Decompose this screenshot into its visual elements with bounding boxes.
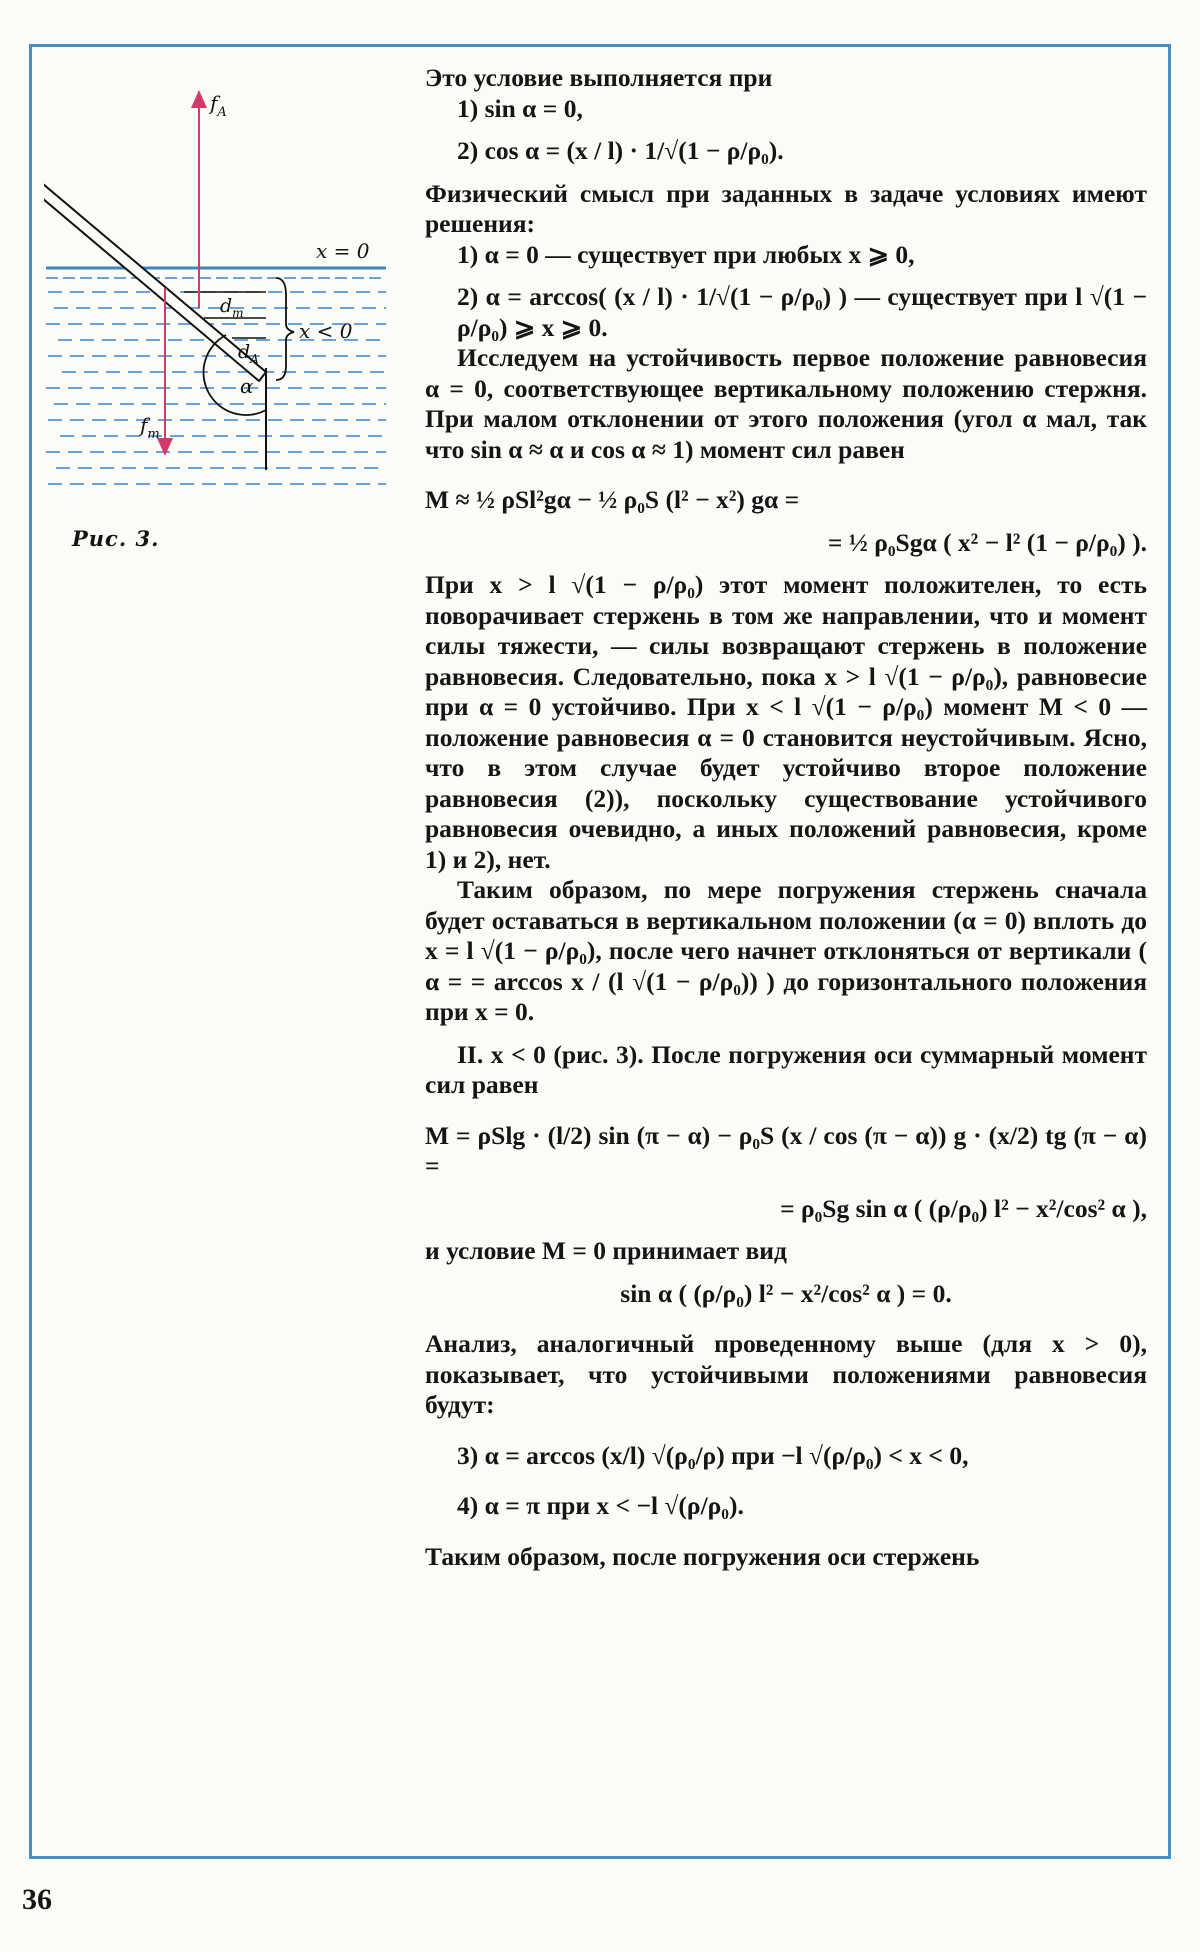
- x-brace: [276, 278, 294, 380]
- label-dt: $d_т$: [220, 295, 244, 320]
- text-line: Это условие выполняется при: [425, 63, 773, 92]
- text-line: 1) sin α = 0,: [457, 93, 583, 123]
- formula-line: 4) α = π при x < −l √(ρ/ρ₀).: [457, 1491, 744, 1520]
- text-paragraph: II. x < 0 (рис. 3). После погружения оси суммарный момент сил равен: [425, 1039, 1147, 1099]
- rod: [44, 184, 266, 381]
- formula-line: = ½ ρ₀Sgα ( x² − l² (1 − ρ/ρ₀) ).: [827, 527, 1147, 557]
- text-line: Физический смысл при заданных в задаче условиях имеют решения:: [425, 178, 1147, 238]
- figure-rod-in-water: [44, 80, 414, 550]
- figure-caption: Рис. 3.: [72, 526, 160, 551]
- formula-line: = ρ₀Sg sin α ( (ρ/ρ₀) l² − x²/cos² α ),: [780, 1193, 1147, 1223]
- label-ft: $f_т$: [140, 413, 160, 442]
- text-line: 2) α = arccos( (x / l) · 1/√(1 − ρ/ρ₀) ) — существует при l √(1 − ρ/ρ₀) ⩾ x ⩾ 0.: [457, 282, 1147, 342]
- water-surface: [46, 268, 386, 278]
- text-line: и условие M = 0 принимает вид: [425, 1236, 787, 1265]
- text-paragraph: Исследуем на устойчивость первое положение равновесия α = 0, соответствующее вертикальному положению стержня. При малом отклонении от этого положения (угол α мал, так что sin α ≈ α и cos α ≈ 1) момент сил равен: [425, 343, 1147, 464]
- text-paragraph: Таким образом, по мере погружения стержень сначала будет оставаться в вертикальном положении (α = 0) вплоть до x = l √(1 − ρ/ρ₀), после чего начнет отклоняться от вертикали ( α = = arccos x / (l √(1 − ρ/ρ₀)) ) до горизонтального положения при x = 0.: [425, 875, 1147, 1026]
- formula-line: M = ρSlg · (l/2) sin (π − α) − ρ₀S (x / cos (π − α)) g · (x/2) tg (π − α) =: [425, 1120, 1147, 1180]
- formula-line: M ≈ ½ ρSl²gα − ½ ρ₀S (l² − x²) gα =: [425, 485, 800, 514]
- text-line: Таким образом, после погружения оси стержень: [425, 1541, 980, 1571]
- text-line: 2) cos α = (x / l) · 1/√(1 − ρ/ρ₀).: [457, 136, 784, 165]
- label-fa: $f_A$: [210, 91, 227, 120]
- formula-line: 3) α = arccos (x/l) √(ρ₀/ρ) при −l √(ρ/ρ₀) < x < 0,: [457, 1440, 969, 1470]
- text-paragraph: При x > l √(1 − ρ/ρ₀) этот момент положителен, то есть поворачивает стержень в том же направлении, что и момент силы тяжести, — силы возвращают стержень в положение равновесия. Следовательно, пока x > l √(1 − ρ/ρ₀), равновесие при α = 0 устойчиво. При x < l √(1 − ρ/ρ₀) момент M < 0 — положение равновесия α = 0 становится неустойчивым. Ясно, что в этом случае будет устойчиво второе положение равновесия (2)), поскольку существование устойчивого равновесия очевидно, а иных положений равновесия, кроме 1) и 2), нет.: [425, 570, 1147, 874]
- label-x-zero: x = 0: [316, 239, 370, 263]
- label-da: $d_A$: [238, 341, 259, 366]
- text-column: [425, 63, 1147, 1572]
- label-x-neg: x < 0: [299, 319, 353, 343]
- formula-line: sin α ( (ρ/ρ₀) l² − x²/cos² α ) = 0.: [620, 1278, 952, 1308]
- label-alpha: α: [240, 374, 254, 398]
- text-paragraph: Анализ, аналогичный проведенному выше (для x > 0), показывает, что устойчивыми положениями равновесия будут:: [425, 1329, 1147, 1419]
- page-number: 36: [22, 1883, 52, 1916]
- text-line: 1) α = 0 — существует при любых x ⩾ 0,: [457, 239, 915, 269]
